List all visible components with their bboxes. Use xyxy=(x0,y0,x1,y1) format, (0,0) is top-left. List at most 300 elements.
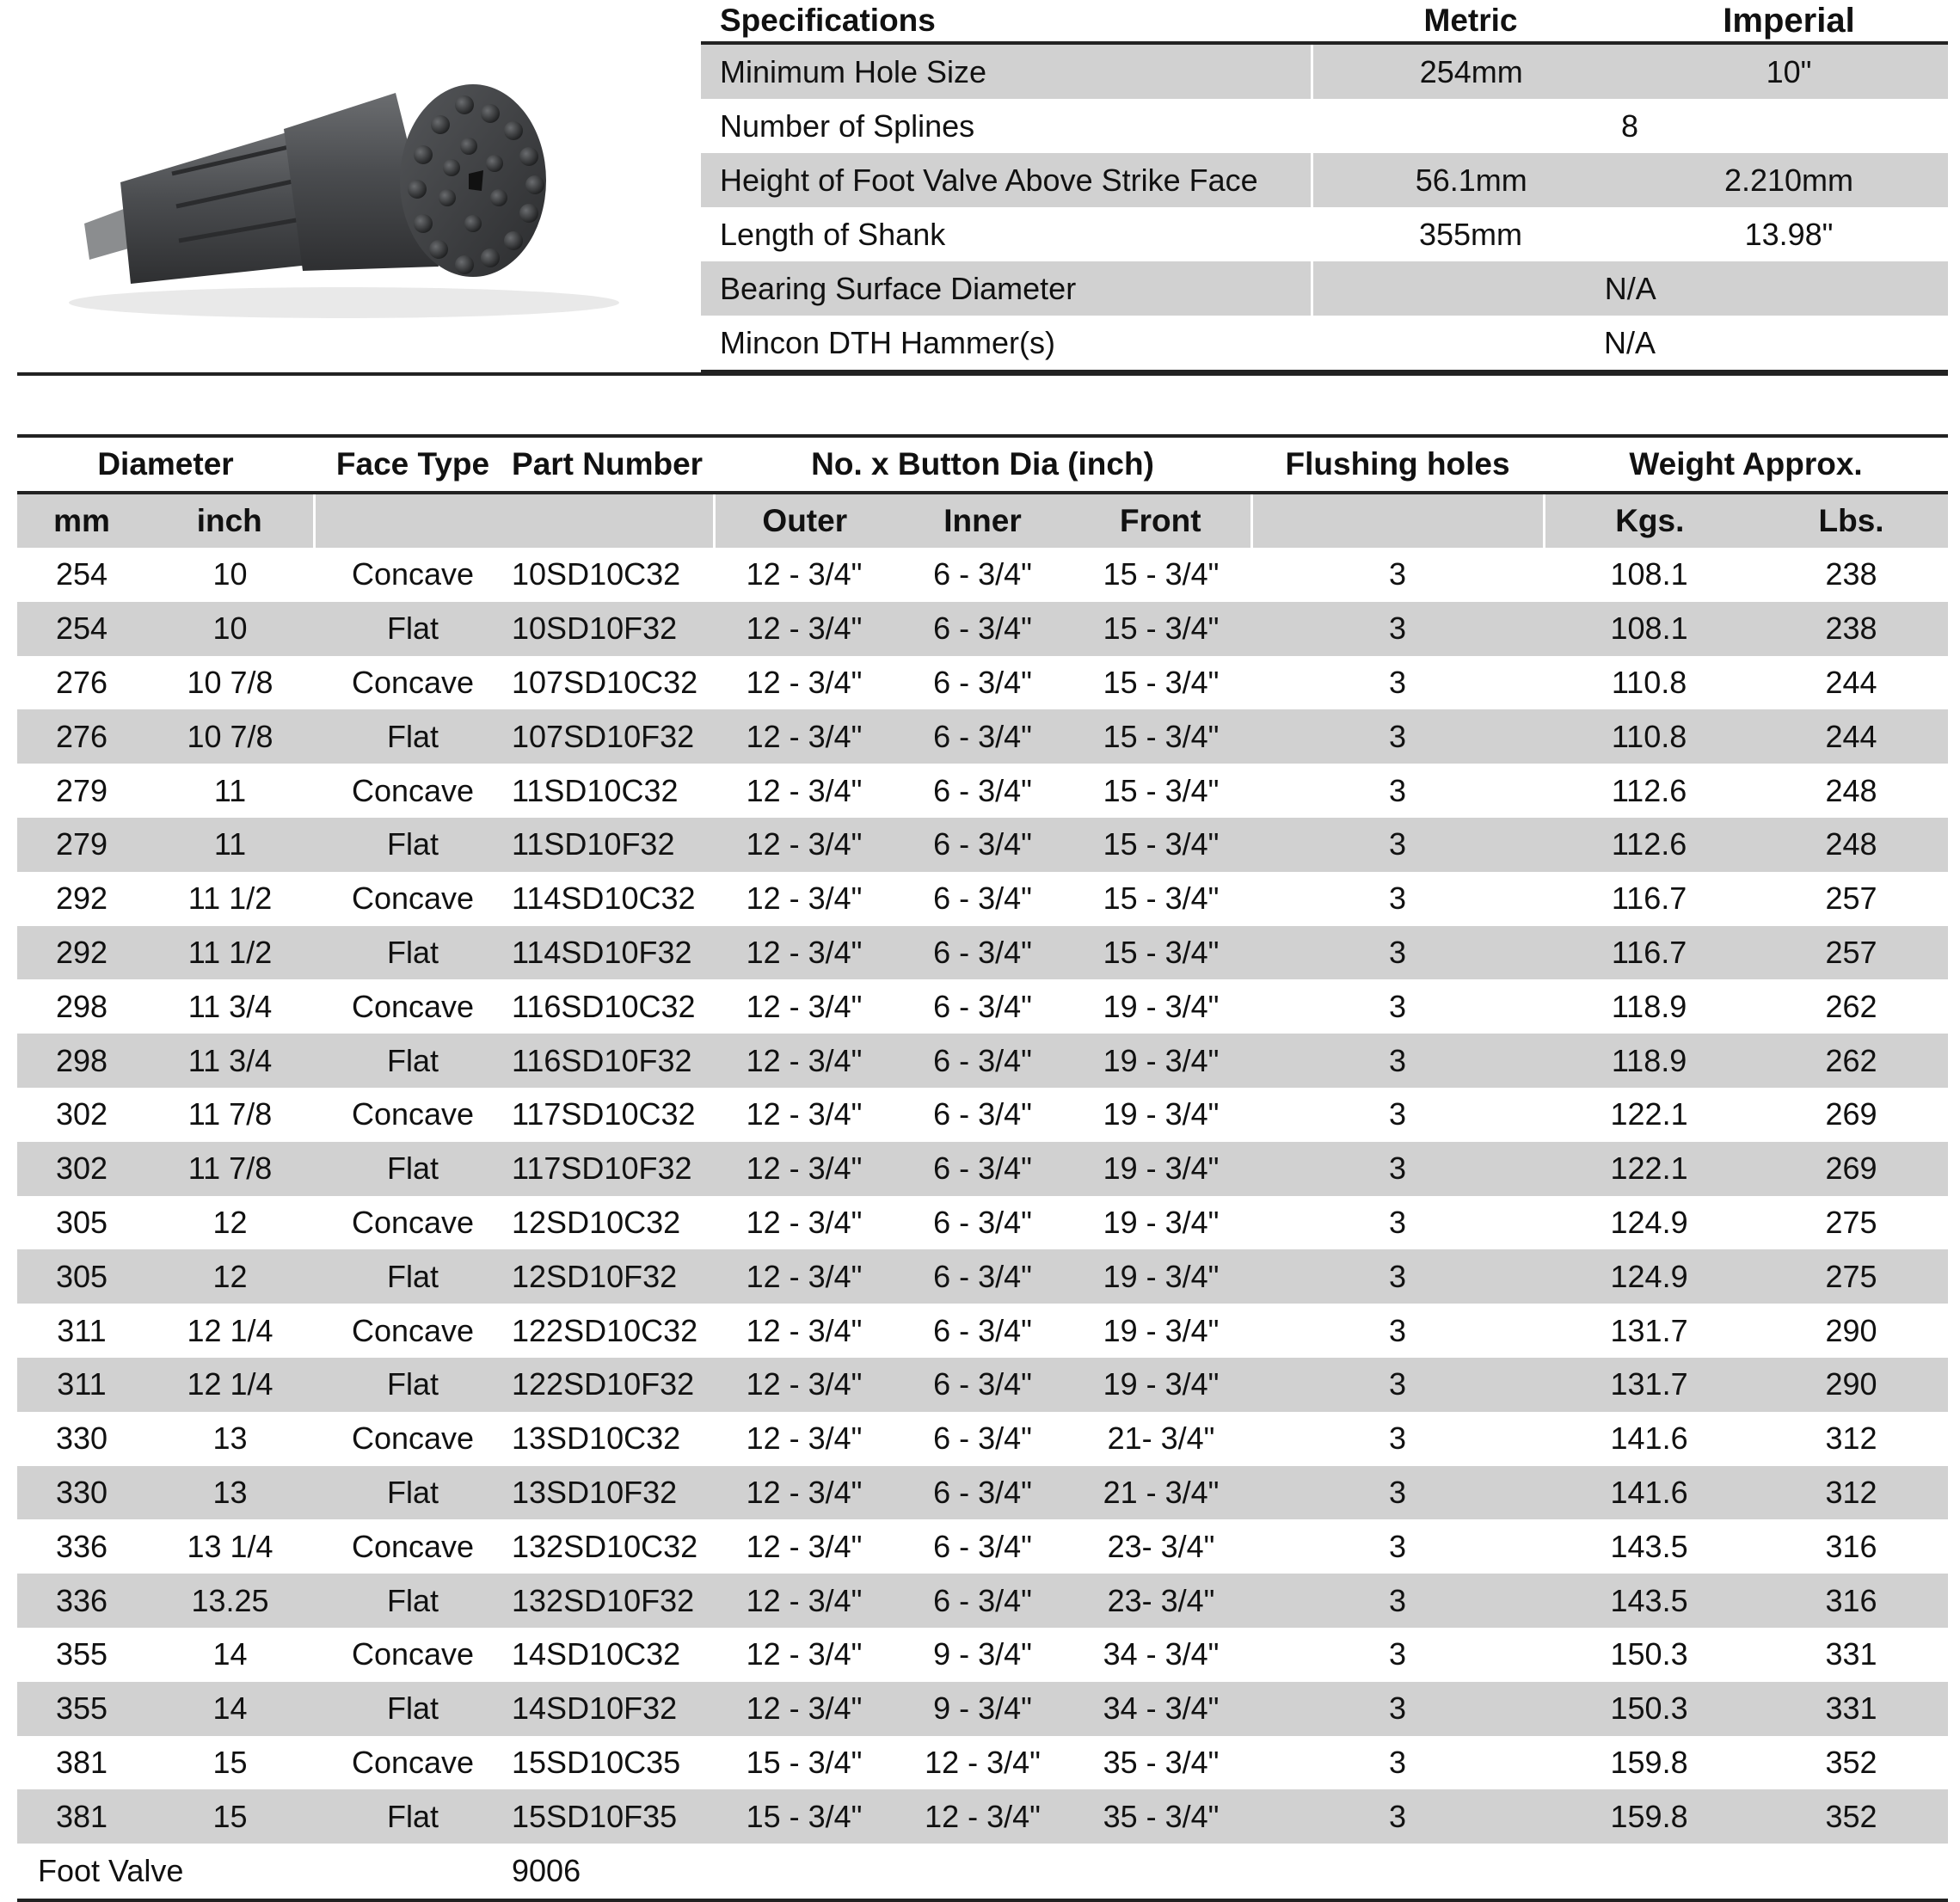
weight-lbs-cell: 331 xyxy=(1754,1682,1948,1736)
weight-kgs-cell: 143.5 xyxy=(1544,1574,1754,1628)
diameter-mm-cell: 336 xyxy=(17,1574,146,1628)
flushing-holes-cell: 3 xyxy=(1389,772,1407,808)
spec-imperial-value: 13.98" xyxy=(1744,216,1834,252)
inner-buttons-cell: 6 - 3/4" xyxy=(894,1142,1071,1196)
spec-row xyxy=(701,153,1948,207)
flushing-holes-cell: 3 xyxy=(1251,818,1544,872)
part-number-cell: 10SD10C32 xyxy=(512,556,681,592)
front-buttons-cell: 15 - 3/4" xyxy=(1071,818,1251,872)
weight-kgs-cell: 112.6 xyxy=(1611,772,1687,808)
weight-lbs-cell: 352 xyxy=(1825,1744,1877,1780)
foot-valve-row xyxy=(17,1844,1948,1900)
weight-kgs-cell: 116.7 xyxy=(1544,926,1754,980)
outer-buttons-cell: 12 - 3/4" xyxy=(714,709,894,764)
weight-lbs-cell: 262 xyxy=(1825,988,1877,1024)
face-type-cell: Flat xyxy=(314,709,512,764)
weight-kgs-cell: 159.8 xyxy=(1610,1744,1688,1780)
spec-row xyxy=(701,207,1948,261)
table-row xyxy=(17,548,1948,602)
weight-lbs-cell: 248 xyxy=(1825,772,1877,808)
flushing-holes-cell: 3 xyxy=(1389,1528,1407,1564)
face-type-cell: Flat xyxy=(314,1358,512,1412)
front-buttons-cell: 19 - 3/4" xyxy=(1071,1034,1251,1088)
face-type-cell: Flat xyxy=(314,926,512,980)
inner-buttons-cell: 6 - 3/4" xyxy=(894,1466,1071,1520)
front-buttons-cell: 23- 3/4" xyxy=(1071,1574,1251,1628)
outer-buttons-cell: 12 - 3/4" xyxy=(746,1636,863,1672)
flushing-holes-cell: 3 xyxy=(1389,1312,1407,1348)
weight-lbs-cell: 238 xyxy=(1754,602,1948,656)
front-buttons-cell: 19 - 3/4" xyxy=(1103,1096,1220,1132)
outer-buttons-cell: 12 - 3/4" xyxy=(714,926,894,980)
inner-buttons-cell: 6 - 3/4" xyxy=(933,880,1032,917)
weight-lbs-cell: 331 xyxy=(1825,1636,1877,1672)
weight-lbs-cell: 248 xyxy=(1754,818,1948,872)
weight-kgs-cell: 118.9 xyxy=(1611,988,1687,1024)
specifications-header-row xyxy=(701,0,1948,43)
front-buttons-cell: 19 - 3/4" xyxy=(1071,1358,1251,1412)
diameter-inch-cell: 10 xyxy=(146,602,314,656)
diameter-inch-cell: 15 xyxy=(212,1744,248,1780)
outer-buttons-cell: 12 - 3/4" xyxy=(746,1204,863,1240)
weight-kgs-cell: 124.9 xyxy=(1610,1204,1688,1240)
part-number-cell: 114SD10C32 xyxy=(512,880,696,917)
face-type-cell: Concave xyxy=(351,664,475,700)
flushing-holes-cell: 3 xyxy=(1251,926,1544,980)
face-type-cell: Flat xyxy=(314,1142,512,1196)
diameter-mm-cell: 311 xyxy=(57,1312,107,1348)
spec-metric-value: 254mm xyxy=(1312,43,1630,99)
flushing-holes-cell: 3 xyxy=(1389,880,1407,917)
face-type-cell: Concave xyxy=(351,880,475,917)
front-buttons-cell: 15 - 3/4" xyxy=(1103,772,1220,808)
part-number-subheader-blank xyxy=(512,493,714,548)
spec-row xyxy=(701,261,1948,316)
part-number-cell: 12SD10F32 xyxy=(512,1249,714,1304)
table-row xyxy=(17,818,1948,872)
weight-lbs-cell: 269 xyxy=(1825,1096,1877,1132)
weight-lbs-cell: 257 xyxy=(1754,926,1948,980)
part-number-cell: 13SD10C32 xyxy=(512,1420,681,1457)
diameter-mm-cell: 279 xyxy=(55,772,108,808)
flushing-holes-cell: 3 xyxy=(1389,1204,1407,1240)
weight-kgs-cell: 110.8 xyxy=(1544,709,1754,764)
diameter-inch-cell: 12 1/4 xyxy=(187,1312,273,1348)
table-row xyxy=(17,1304,1948,1358)
diameter-mm-cell: 254 xyxy=(55,556,108,592)
inner-buttons-cell: 6 - 3/4" xyxy=(894,602,1071,656)
table-row xyxy=(17,1519,1948,1574)
face-type-cell: Concave xyxy=(351,1096,475,1132)
face-type-header: Face Type xyxy=(335,446,490,482)
part-number-cell: 116SD10F32 xyxy=(512,1034,714,1088)
outer-buttons-cell: 12 - 3/4" xyxy=(746,880,863,917)
weight-kgs-cell: 122.1 xyxy=(1544,1142,1754,1196)
part-number-cell: 114SD10F32 xyxy=(512,926,714,980)
face-type-cell: Flat xyxy=(314,1034,512,1088)
face-type-cell: Flat xyxy=(314,1574,512,1628)
weight-kgs-cell: 108.1 xyxy=(1610,556,1688,592)
mm-subheader: mm xyxy=(17,493,146,548)
weight-kgs-cell: 141.6 xyxy=(1544,1466,1754,1520)
weight-lbs-cell: 290 xyxy=(1825,1312,1877,1348)
spec-metric-value: 56.1mm xyxy=(1312,153,1630,207)
diameter-inch-cell: 13 xyxy=(146,1466,314,1520)
table-row xyxy=(17,1574,1948,1628)
flushing-holes-cell: 3 xyxy=(1251,1358,1544,1412)
table-row xyxy=(17,1682,1948,1736)
inner-buttons-cell: 6 - 3/4" xyxy=(933,988,1032,1024)
outer-buttons-cell: 12 - 3/4" xyxy=(714,1249,894,1304)
front-buttons-cell: 34 - 3/4" xyxy=(1071,1682,1251,1736)
face-type-cell: Flat xyxy=(314,1789,512,1844)
spec-value: N/A xyxy=(1312,261,1948,316)
diameter-mm-cell: 381 xyxy=(17,1789,146,1844)
table-row xyxy=(17,1358,1948,1412)
diameter-mm-cell: 355 xyxy=(17,1682,146,1736)
outer-buttons-cell: 12 - 3/4" xyxy=(746,988,863,1024)
lbs-subheader: Lbs. xyxy=(1754,493,1948,548)
spec-label: Minimum Hole Size xyxy=(701,43,1312,99)
diameter-inch-cell: 13.25 xyxy=(146,1574,314,1628)
part-number-cell: 132SD10F32 xyxy=(512,1574,714,1628)
spec-label: Bearing Surface Diameter xyxy=(701,261,1312,316)
flushing-holes-cell: 3 xyxy=(1389,1420,1407,1457)
table-row xyxy=(17,602,1948,656)
part-number-cell: 122SD10C32 xyxy=(512,1312,698,1348)
face-type-cell: Concave xyxy=(351,1744,475,1780)
weight-kgs-cell: 108.1 xyxy=(1544,602,1754,656)
table-row xyxy=(17,979,1948,1034)
table-header-row xyxy=(17,436,1948,493)
outer-subheader: Outer xyxy=(714,493,894,548)
outer-buttons-cell: 12 - 3/4" xyxy=(746,1528,863,1564)
kgs-subheader: Kgs. xyxy=(1544,493,1754,548)
part-number-cell: 12SD10C32 xyxy=(512,1204,681,1240)
foot-valve-blank xyxy=(714,1844,1948,1900)
face-type-cell: Concave xyxy=(351,1312,475,1348)
face-type-cell: Flat xyxy=(314,1682,512,1736)
flushing-holes-cell: 3 xyxy=(1389,1096,1407,1132)
diameter-inch-cell: 11 1/2 xyxy=(146,926,314,980)
weight-lbs-cell: 269 xyxy=(1754,1142,1948,1196)
face-type-cell: Flat xyxy=(314,602,512,656)
diameter-mm-cell: 279 xyxy=(17,818,146,872)
diameter-mm-cell: 254 xyxy=(17,602,146,656)
face-type-cell: Concave xyxy=(351,1528,475,1564)
diameter-mm-cell: 330 xyxy=(17,1466,146,1520)
table-row xyxy=(17,709,1948,764)
weight-kgs-cell: 112.6 xyxy=(1544,818,1754,872)
diameter-mm-cell: 311 xyxy=(17,1358,146,1412)
flushing-holes-cell: 3 xyxy=(1251,709,1544,764)
inner-buttons-cell: 6 - 3/4" xyxy=(894,709,1071,764)
button-dia-header: No. x Button Dia (inch) xyxy=(811,446,1154,482)
table-row xyxy=(17,1142,1948,1196)
outer-buttons-cell: 12 - 3/4" xyxy=(714,818,894,872)
inner-buttons-cell: 9 - 3/4" xyxy=(894,1682,1071,1736)
weight-header: Weight Approx. xyxy=(1629,446,1863,482)
spec-row xyxy=(701,316,1948,371)
part-number-cell: 11SD10C32 xyxy=(512,772,679,808)
front-subheader: Front xyxy=(1071,493,1251,548)
weight-lbs-cell: 238 xyxy=(1825,556,1877,592)
face-type-cell: Concave xyxy=(351,988,475,1024)
inner-buttons-cell: 6 - 3/4" xyxy=(894,1358,1071,1412)
diameter-inch-cell: 13 1/4 xyxy=(187,1528,273,1564)
bit-sizes-table xyxy=(17,434,1948,1902)
part-number-cell: 116SD10C32 xyxy=(512,988,696,1024)
spec-label: Height of Foot Valve Above Strike Face xyxy=(701,153,1312,207)
table-row xyxy=(17,872,1948,926)
spec-row xyxy=(701,99,1948,153)
face-type-cell: Flat xyxy=(314,1249,512,1304)
front-buttons-cell: 15 - 3/4" xyxy=(1071,926,1251,980)
outer-buttons-cell: 12 - 3/4" xyxy=(714,1358,894,1412)
diameter-inch-cell: 11 1/2 xyxy=(187,880,273,917)
diameter-inch-cell: 14 xyxy=(212,1636,248,1672)
inch-subheader: inch xyxy=(146,493,314,548)
part-number-cell: 14SD10C32 xyxy=(512,1636,681,1672)
weight-lbs-cell: 244 xyxy=(1754,709,1948,764)
diameter-mm-cell: 276 xyxy=(17,709,146,764)
outer-buttons-cell: 12 - 3/4" xyxy=(714,1682,894,1736)
face-type-cell: Concave xyxy=(351,1420,475,1457)
inner-buttons-cell: 6 - 3/4" xyxy=(894,926,1071,980)
front-buttons-cell: 15 - 3/4" xyxy=(1071,709,1251,764)
diameter-mm-cell: 305 xyxy=(55,1204,108,1240)
flushing-holes-cell: 3 xyxy=(1251,1789,1544,1844)
weight-lbs-cell: 244 xyxy=(1825,664,1877,700)
diameter-mm-cell: 292 xyxy=(17,926,146,980)
front-buttons-cell: 34 - 3/4" xyxy=(1103,1636,1220,1672)
inner-buttons-cell: 6 - 3/4" xyxy=(933,1096,1032,1132)
part-number-cell: 122SD10F32 xyxy=(512,1358,714,1412)
weight-lbs-cell: 352 xyxy=(1754,1789,1948,1844)
spec-row xyxy=(701,43,1948,99)
weight-kgs-cell: 110.8 xyxy=(1611,664,1687,700)
diameter-mm-cell: 302 xyxy=(55,1096,108,1132)
diameter-mm-cell: 298 xyxy=(55,988,108,1024)
weight-kgs-cell: 124.9 xyxy=(1544,1249,1754,1304)
outer-buttons-cell: 12 - 3/4" xyxy=(746,556,863,592)
table-row xyxy=(17,764,1948,818)
spec-imperial-value: 2.210mm xyxy=(1630,153,1948,207)
outer-buttons-cell: 12 - 3/4" xyxy=(746,1096,863,1132)
diameter-mm-cell: 355 xyxy=(55,1636,108,1672)
inner-buttons-cell: 6 - 3/4" xyxy=(933,1312,1032,1348)
weight-kgs-cell: 122.1 xyxy=(1610,1096,1688,1132)
outer-buttons-cell: 12 - 3/4" xyxy=(714,1574,894,1628)
weight-lbs-cell: 312 xyxy=(1754,1466,1948,1520)
table-row xyxy=(17,926,1948,980)
diameter-mm-cell: 292 xyxy=(55,880,108,917)
flushing-holes-cell: 3 xyxy=(1251,1034,1544,1088)
table-row xyxy=(17,1088,1948,1142)
outer-buttons-cell: 12 - 3/4" xyxy=(714,602,894,656)
weight-lbs-cell: 257 xyxy=(1825,880,1877,917)
weight-lbs-cell: 275 xyxy=(1825,1204,1877,1240)
diameter-inch-cell: 12 xyxy=(212,1204,248,1240)
part-number-cell: 132SD10C32 xyxy=(512,1528,698,1564)
flushing-holes-header: Flushing holes xyxy=(1285,446,1510,482)
outer-buttons-cell: 12 - 3/4" xyxy=(714,1466,894,1520)
spec-label: Length of Shank xyxy=(720,216,946,252)
inner-buttons-cell: 12 - 3/4" xyxy=(925,1744,1041,1780)
weight-kgs-cell: 143.5 xyxy=(1610,1528,1688,1564)
diameter-inch-cell: 11 3/4 xyxy=(146,1034,314,1088)
diameter-inch-cell: 11 7/8 xyxy=(187,1096,273,1132)
table-row xyxy=(17,1466,1948,1520)
table-row xyxy=(17,1412,1948,1466)
table-row xyxy=(17,1789,1948,1844)
front-buttons-cell: 35 - 3/4" xyxy=(1103,1744,1220,1780)
inner-buttons-cell: 6 - 3/4" xyxy=(894,1034,1071,1088)
diameter-mm-cell: 336 xyxy=(55,1528,108,1564)
flushing-holes-cell: 3 xyxy=(1389,1636,1407,1672)
outer-buttons-cell: 12 - 3/4" xyxy=(714,1142,894,1196)
part-number-cell: 15SD10C35 xyxy=(512,1744,681,1780)
flushing-holes-cell: 3 xyxy=(1389,1744,1407,1780)
front-buttons-cell: 15 - 3/4" xyxy=(1103,664,1220,700)
weight-lbs-cell: 290 xyxy=(1754,1358,1948,1412)
table-row xyxy=(17,1736,1948,1790)
outer-buttons-cell: 12 - 3/4" xyxy=(746,664,863,700)
diameter-inch-cell: 10 7/8 xyxy=(146,709,314,764)
part-number-cell: 11SD10F32 xyxy=(512,818,714,872)
diameter-inch-cell: 15 xyxy=(146,1789,314,1844)
foot-valve-label: Foot Valve xyxy=(38,1853,184,1889)
outer-buttons-cell: 12 - 3/4" xyxy=(746,1420,863,1457)
outer-buttons-cell: 15 - 3/4" xyxy=(746,1744,863,1780)
part-number-cell: 10SD10F32 xyxy=(512,602,714,656)
inner-buttons-cell: 6 - 3/4" xyxy=(933,1528,1032,1564)
spec-metric-value: 355mm xyxy=(1418,216,1523,252)
diameter-mm-cell: 302 xyxy=(17,1142,146,1196)
part-number-cell: 107SD10F32 xyxy=(512,709,714,764)
front-buttons-cell: 19 - 3/4" xyxy=(1071,1249,1251,1304)
specifications-table xyxy=(701,0,1948,373)
diameter-mm-cell: 305 xyxy=(17,1249,146,1304)
weight-lbs-cell: 262 xyxy=(1754,1034,1948,1088)
spec-value: N/A xyxy=(1603,324,1656,360)
weight-kgs-cell: 131.7 xyxy=(1610,1312,1688,1348)
section-divider xyxy=(17,372,1948,376)
outer-buttons-cell: 12 - 3/4" xyxy=(746,772,863,808)
front-buttons-cell: 15 - 3/4" xyxy=(1071,602,1251,656)
weight-kgs-cell: 118.9 xyxy=(1544,1034,1754,1088)
front-buttons-cell: 19 - 3/4" xyxy=(1071,1142,1251,1196)
face-type-cell: Flat xyxy=(314,1466,512,1520)
inner-buttons-cell: 12 - 3/4" xyxy=(894,1789,1071,1844)
flushing-holes-cell: 3 xyxy=(1389,664,1407,700)
inner-buttons-cell: 6 - 3/4" xyxy=(894,818,1071,872)
table-subheader-row xyxy=(17,493,1948,548)
flushing-holes-cell: 3 xyxy=(1389,556,1407,592)
diameter-mm-cell: 381 xyxy=(55,1744,108,1780)
flushing-holes-cell: 3 xyxy=(1251,1142,1544,1196)
face-type-subheader-blank xyxy=(314,493,512,548)
weight-kgs-cell: 141.6 xyxy=(1610,1420,1688,1457)
front-buttons-cell: 19 - 3/4" xyxy=(1103,1204,1220,1240)
inner-buttons-cell: 6 - 3/4" xyxy=(894,1574,1071,1628)
specifications-heading: Specifications xyxy=(720,3,936,38)
table-row xyxy=(17,656,1948,710)
diameter-mm-cell: 276 xyxy=(55,664,108,700)
flushing-holes-cell: 3 xyxy=(1251,1466,1544,1520)
outer-buttons-cell: 12 - 3/4" xyxy=(746,1312,863,1348)
outer-buttons-cell: 12 - 3/4" xyxy=(714,1034,894,1088)
table-row xyxy=(17,1196,1948,1250)
diameter-inch-cell: 12 xyxy=(146,1249,314,1304)
part-number-cell: 14SD10F32 xyxy=(512,1682,714,1736)
face-type-cell: Concave xyxy=(351,1636,475,1672)
face-type-cell: Concave xyxy=(351,556,475,592)
front-buttons-cell: 19 - 3/4" xyxy=(1103,988,1220,1024)
diameter-inch-cell: 11 3/4 xyxy=(187,988,273,1024)
inner-buttons-cell: 6 - 3/4" xyxy=(933,772,1032,808)
part-number-cell: 15SD10F35 xyxy=(512,1789,714,1844)
table-row xyxy=(17,1249,1948,1304)
weight-lbs-cell: 275 xyxy=(1754,1249,1948,1304)
weight-kgs-cell: 150.3 xyxy=(1544,1682,1754,1736)
front-buttons-cell: 15 - 3/4" xyxy=(1103,556,1220,592)
part-number-cell: 117SD10C32 xyxy=(512,1096,696,1132)
weight-kgs-cell: 116.7 xyxy=(1611,880,1687,917)
front-buttons-cell: 21- 3/4" xyxy=(1107,1420,1215,1457)
inner-buttons-cell: 6 - 3/4" xyxy=(933,556,1032,592)
table-row xyxy=(17,1034,1948,1088)
table-row xyxy=(17,1628,1948,1682)
spec-label: Number of Splines xyxy=(720,107,975,144)
spec-value: 8 xyxy=(1620,107,1639,144)
part-number-cell: 13SD10F32 xyxy=(512,1466,714,1520)
face-type-cell: Flat xyxy=(314,818,512,872)
front-buttons-cell: 35 - 3/4" xyxy=(1071,1789,1251,1844)
inner-buttons-cell: 6 - 3/4" xyxy=(933,1420,1032,1457)
weight-kgs-cell: 150.3 xyxy=(1610,1636,1688,1672)
inner-buttons-cell: 9 - 3/4" xyxy=(933,1636,1032,1672)
front-buttons-cell: 15 - 3/4" xyxy=(1103,880,1220,917)
inner-subheader: Inner xyxy=(894,493,1071,548)
diameter-inch-cell: 10 xyxy=(212,556,248,592)
flushing-holes-cell: 3 xyxy=(1251,1682,1544,1736)
diameter-mm-cell: 298 xyxy=(17,1034,146,1088)
part-number-cell: 107SD10C32 xyxy=(512,664,698,700)
part-number-cell: 117SD10F32 xyxy=(512,1142,714,1196)
diameter-header: Diameter xyxy=(97,446,234,482)
face-type-cell: Concave xyxy=(351,772,475,808)
outer-buttons-cell: 15 - 3/4" xyxy=(714,1789,894,1844)
inner-buttons-cell: 6 - 3/4" xyxy=(933,1204,1032,1240)
flushing-holes-cell: 3 xyxy=(1251,1249,1544,1304)
foot-valve-part-number: 9006 xyxy=(512,1853,581,1889)
spec-imperial-value: 10" xyxy=(1630,43,1948,99)
diameter-inch-cell: 13 xyxy=(212,1420,248,1457)
diameter-inch-cell: 12 1/4 xyxy=(146,1358,314,1412)
flushing-holes-cell: 3 xyxy=(1389,988,1407,1024)
diameter-inch-cell: 11 7/8 xyxy=(146,1142,314,1196)
flushing-holes-cell: 3 xyxy=(1251,602,1544,656)
part-number-header: Part Number xyxy=(512,446,704,482)
front-buttons-cell: 21 - 3/4" xyxy=(1071,1466,1251,1520)
face-type-cell: Concave xyxy=(351,1204,475,1240)
diameter-inch-cell: 11 xyxy=(146,818,314,872)
inner-buttons-cell: 6 - 3/4" xyxy=(933,664,1032,700)
diameter-inch-cell: 14 xyxy=(146,1682,314,1736)
inner-buttons-cell: 6 - 3/4" xyxy=(894,1249,1071,1304)
weight-lbs-cell: 312 xyxy=(1825,1420,1877,1457)
